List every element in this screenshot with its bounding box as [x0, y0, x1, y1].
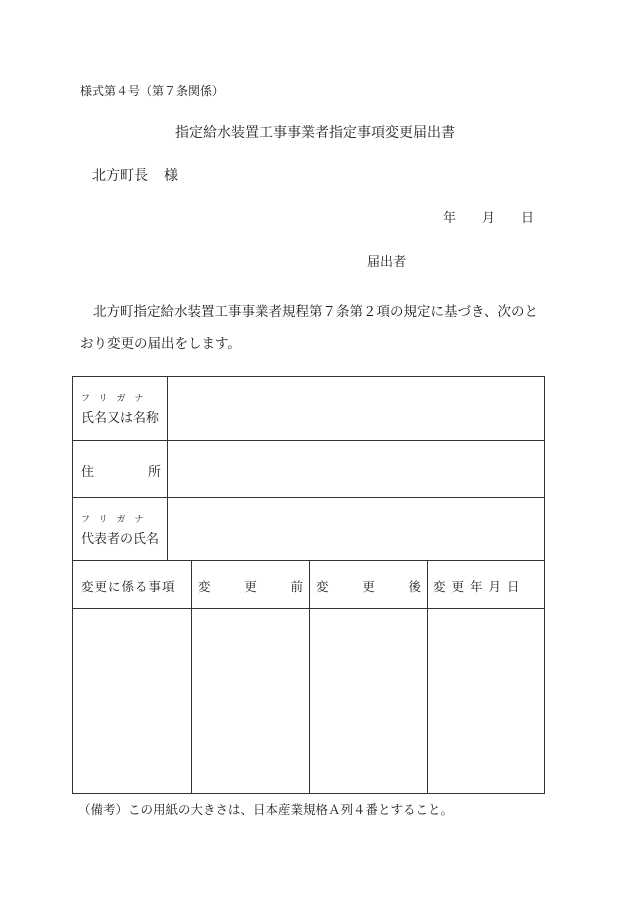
name-row: [73, 377, 544, 441]
col-before-char-1: 変: [198, 579, 211, 594]
address-label-1: 住: [81, 465, 95, 480]
body-text: 北方町指定給水装置工事事業者規程第７条第２項の規定に基づき、次のとおり変更の届出をします。: [80, 304, 538, 352]
address-label-2: 所: [147, 465, 161, 480]
rep-furigana: フリガナ: [81, 515, 153, 525]
addressee-name: 北方町長: [92, 168, 148, 184]
rep-name-label: 代表者の氏名: [81, 532, 160, 547]
date-day-label: 日: [521, 211, 535, 226]
col-header-before: [198, 577, 303, 595]
notifier-label: 届出者: [367, 255, 407, 270]
col-after-char-3: 後: [408, 579, 421, 594]
document-title: 指定給水装置工事事業者指定事項変更届出書: [175, 125, 455, 141]
col-after-char-1: 変: [316, 579, 329, 594]
change-content-row: [73, 609, 544, 793]
col-header-after: [316, 577, 421, 595]
col-before-char-3: 前: [290, 579, 303, 594]
address-label: [81, 461, 161, 480]
form-table: [72, 376, 545, 794]
address-row: [73, 441, 544, 498]
date-line: [443, 207, 534, 226]
date-month-label: 月: [482, 211, 496, 226]
addressee: [92, 165, 178, 185]
col-header-item: 変更に係る事項: [81, 579, 176, 594]
addressee-honorific: 様: [164, 168, 178, 184]
form-number: 様式第４号（第７条関係）: [80, 84, 225, 98]
date-year-label: 年: [443, 211, 457, 226]
col-header-date: 変更年月日: [433, 579, 526, 594]
representative-row: [73, 498, 544, 561]
col-before-char-2: 更: [244, 579, 257, 594]
change-header-row: [73, 561, 544, 609]
name-furigana: フリガナ: [81, 394, 153, 404]
col-after-char-2: 更: [362, 579, 375, 594]
name-label: 氏名又は名称: [81, 411, 160, 426]
remarks-note: （備考）この用紙の大きさは、日本産業規格Ａ列４番とすること。: [78, 802, 454, 817]
